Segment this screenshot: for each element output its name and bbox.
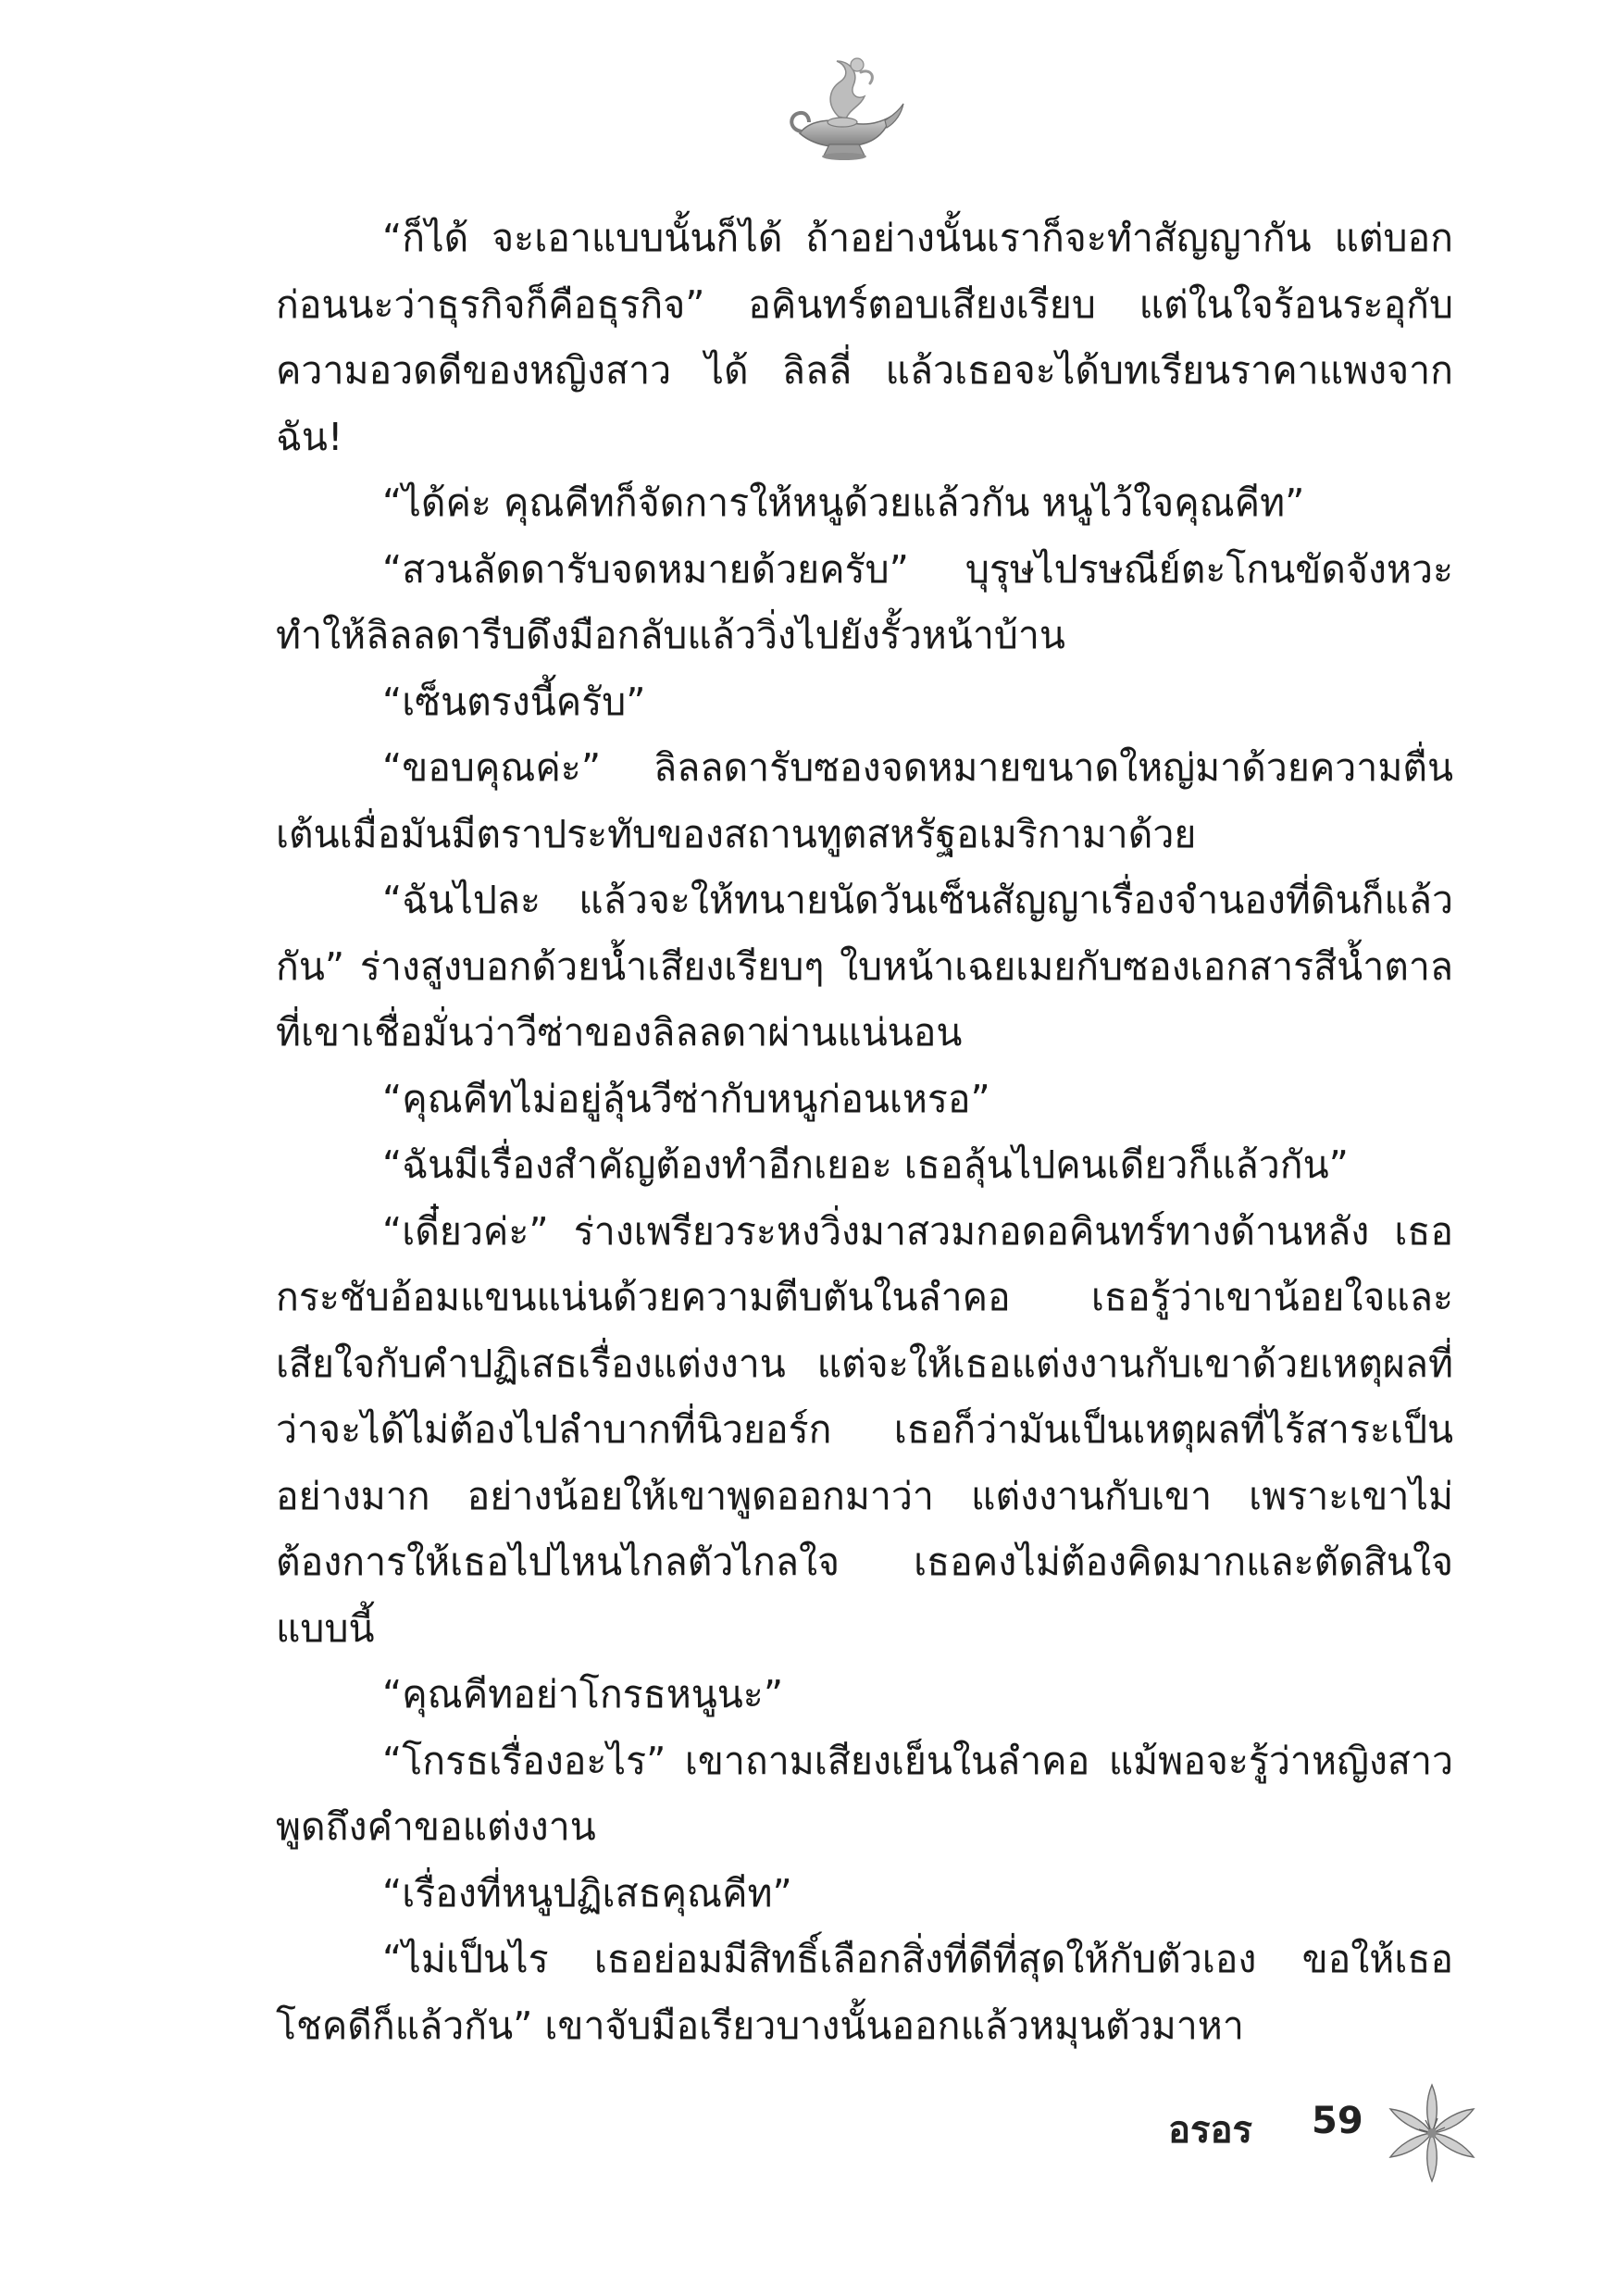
- paragraph: “ไม่เป็นไร เธอย่อมมีสิทธิ์เลือกสิ่งที่ดีที่สุดให้กับตัวเอง ขอให้เธอโชคดีก็แล้วกัน” เขาจับมือเรียวบางนั้นออกแล้วหมุนตัวมาหา: [276, 1937, 1453, 2048]
- paragraph: “เดี๋ยวค่ะ” ร่างเพรียวระหงวิ่งมาสวมกอดอคินทร์ทางด้านหลัง เธอกระชับอ้อมแขนแน่นด้วยความตีบตันในลำคอ เธอรู้ว่าเขาน้อยใจและเสียใจกับคำปฏิเสธเรื่องแต่งงาน แต่จะให้เธอแต่งงานกับเขาด้วยเหตุผลที่ว่าจะได้ไม่ต้องไปลำบากที่นิวยอร์ก เธอก็ว่ามันเป็นเหตุผลที่ไร้สาระเป็นอย่างมาก อย่างน้อยให้เขาพูดออกมาว่า แต่งงานกับเขา เพราะเขาไม่ต้องการให้เธอไปไหนไกลตัวไกลใจ เธอคงไม่ต้องคิดมากและตัดสินใจแบบนี้: [276, 1208, 1453, 1651]
- paragraph: “ฉันไปละ แล้วจะให้ทนายนัดวันเซ็นสัญญาเรื่องจำนองที่ดินก็แล้วกัน” ร่างสูงบอกด้วยน้ำเสียงเรียบๆ ใบหน้าเฉยเมยกับซองเอกสารสีน้ำตาลที่เขาเชื่อมั่นว่าวีซ่าของลิลลดาผ่านแน่นอน: [276, 878, 1453, 1054]
- paragraph: “ได้ค่ะ คุณคีทก็จัดการให้หนูด้วยแล้วกัน หนูไว้ใจคุณคีท”: [382, 480, 1305, 525]
- paragraph: “เซ็นตรงนี้ครับ”: [382, 679, 646, 724]
- paragraph: “ขอบคุณค่ะ” ลิลลดารับซองจดหมายขนาดใหญ่มาด้วยความตื่นเต้นเมื่อมันมีตราประทับของสถานทูตสหรัฐอเมริกามาด้วย: [276, 745, 1453, 856]
- paragraph: “คุณคีทไม่อยู่ลุ้นวีซ่ากับหนูก่อนเหรอ”: [382, 1076, 990, 1121]
- paragraph: “คุณคีทอย่าโกรธหนูนะ”: [382, 1672, 784, 1716]
- body-text: [276, 206, 1453, 2059]
- paragraph: “สวนลัดดารับจดหมายด้วยครับ” บุรุษไปรษณีย์ตะโกนขัดจังหวะทำให้ลิลลดารีบดึงมือกลับแล้ววิ่งไปยังรั้วหน้าบ้าน: [276, 546, 1453, 657]
- genie-lamp-icon: [781, 44, 911, 174]
- author-name: อรอร: [1168, 2109, 1253, 2152]
- paragraph: “โกรธเรื่องอะไร” เขาถามเสียงเย็นในลำคอ แม้พอจะรู้ว่าหญิงสาวพูดถึงคำขอแต่งงาน: [276, 1738, 1453, 1849]
- lily-flower-icon: [1376, 2079, 1487, 2190]
- page-footer: [1168, 2079, 1557, 2190]
- page-number: 59: [1312, 2100, 1363, 2142]
- paragraph: “เรื่องที่หนูปฏิเสธคุณคีท”: [382, 1870, 792, 1915]
- paragraph: “ฉันมีเรื่องสำคัญต้องทำอีกเยอะ เธอลุ้นไปคนเดียวก็แล้วกัน”: [382, 1142, 1349, 1187]
- paragraph: “ก็ได้ จะเอาแบบนั้นก็ได้ ถ้าอย่างนั้นเราก็จะทำสัญญากัน แต่บอกก่อนนะว่าธุรกิจก็คือธุรกิจ” อคินทร์ตอบเสียงเรียบ แต่ในใจร้อนระอุกับความอวดดีของหญิงสาว ได้ ลิลลี่ แล้วเธอจะได้บทเรียนราคาแพงจากฉัน!: [276, 216, 1453, 459]
